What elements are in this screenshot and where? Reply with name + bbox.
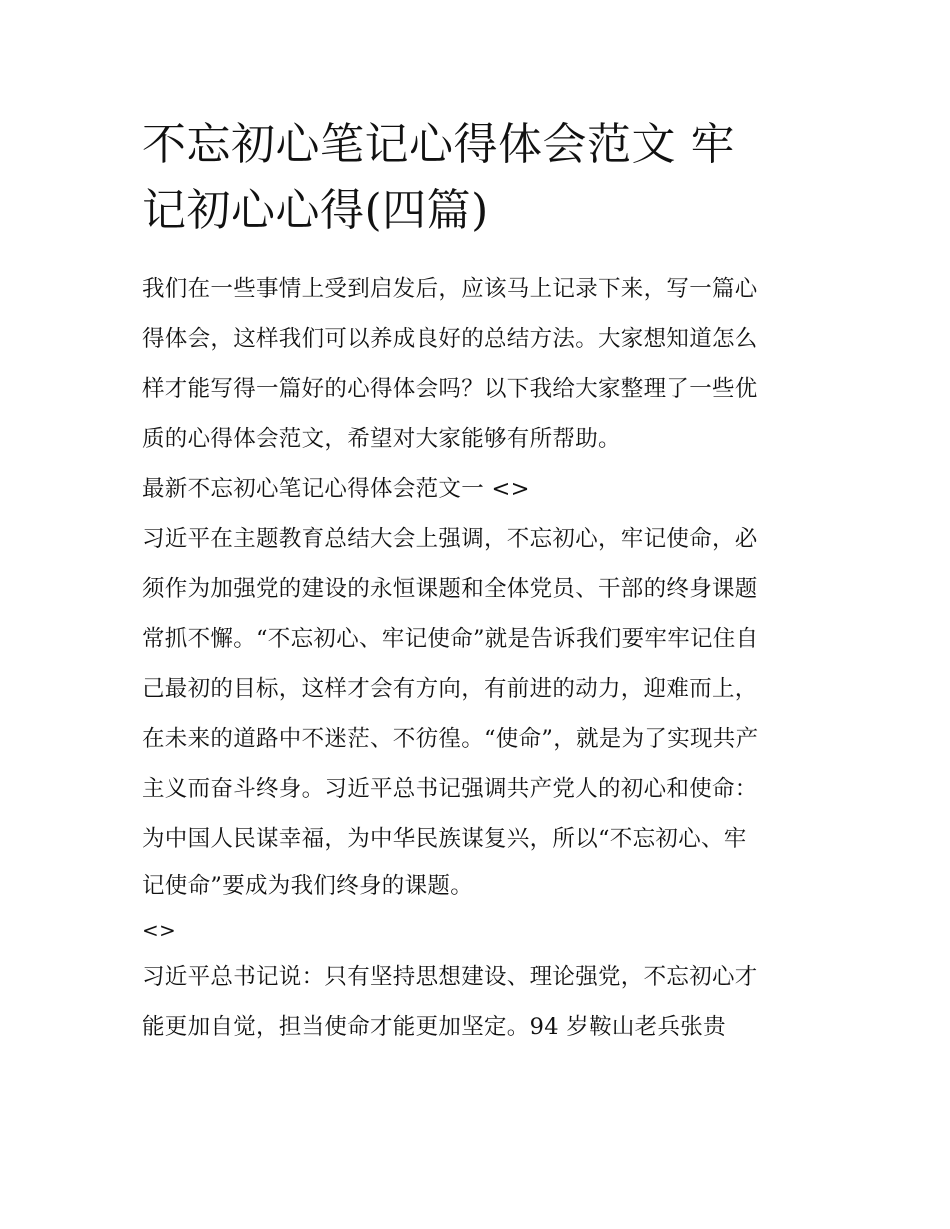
closing-paragraph [142, 952, 814, 1052]
text-line: 主义而奋斗终身。习近平总书记强调共产党人的初心和使命： [142, 776, 758, 802]
separator-block [142, 908, 814, 952]
title-line: 不忘初心笔记心得体会范文 牢 [142, 119, 735, 170]
text-line: 常抓不懈。“不忘初心、牢记使命”就是告诉我们要牢牢记住自 [142, 626, 759, 652]
section-heading-block [142, 464, 814, 514]
title-line: 记初心心得(四篇) [142, 185, 489, 236]
text-line: 能更加自觉，担当使命才能更加坚定。94 岁鞍山老兵张贵 [142, 1014, 726, 1040]
body-paragraph [142, 514, 814, 908]
text-line: 得体会，这样我们可以养成良好的总结方法。大家想知道怎么 [142, 326, 758, 352]
text-line: 习近平总书记说：只有坚持思想建设、理论强党，不忘初心才 [142, 964, 758, 990]
text-line: 己最初的目标，这样才会有方向，有前进的动力，迎难而上， [142, 676, 758, 702]
text-line: 记使命”要成为我们终身的课题。 [142, 873, 474, 899]
text-line: 样才能写得一篇好的心得体会吗？以下我给大家整理了一些优 [142, 376, 758, 402]
text-line: 质的心得体会范文，希望对大家能够有所帮助。 [142, 426, 621, 452]
section-heading: 最新不忘初心笔记心得体会范文一 <> [142, 476, 530, 502]
text-line: 在未来的道路中不迷茫、不彷徨。“使命”，就是为了实现共产 [142, 726, 759, 752]
text-line: 为中国人民谋幸福，为中华民族谋复兴，所以“不忘初心、牢 [142, 826, 747, 852]
text-line: 须作为加强党的建设的永恒课题和全体党员、干部的终身课题 [142, 576, 758, 602]
text-line: 习近平在主题教育总结大会上强调，不忘初心，牢记使命，必 [142, 526, 758, 552]
text-line: 我们在一些事情上受到启发后，应该马上记录下来，写一篇心 [142, 276, 758, 302]
separator-marker: <> [142, 918, 177, 942]
document-title [142, 112, 814, 244]
intro-paragraph [142, 264, 814, 464]
document-page [142, 112, 814, 1052]
